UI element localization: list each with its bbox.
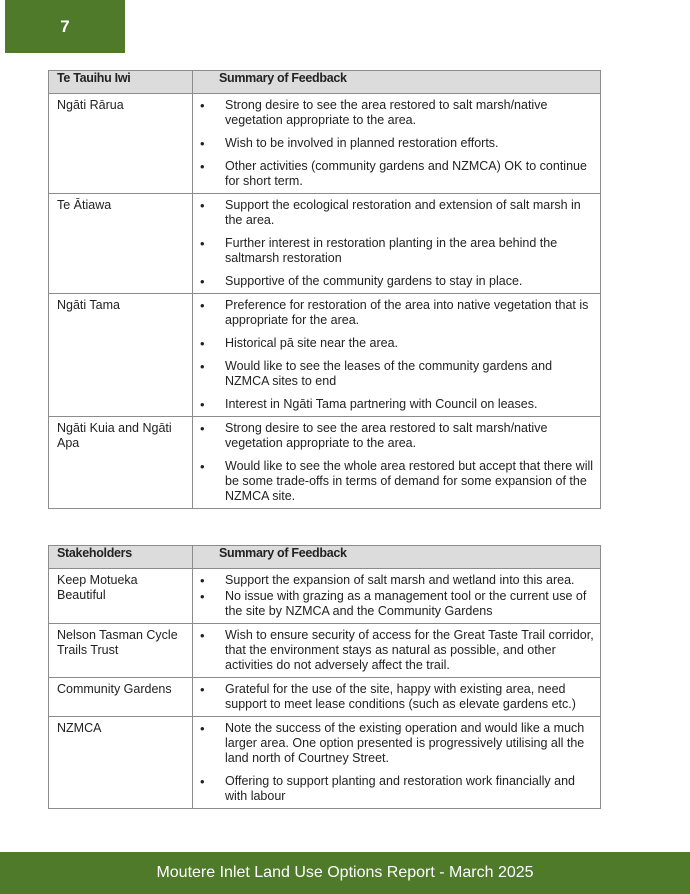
feedback-point: • Preference for restoration of the area into native vegetation that is appropriate for the area. (201, 298, 594, 328)
iwi-name: Ngāti Kuia and Ngāti Apa (49, 417, 193, 509)
iwi-feedback-table (48, 70, 601, 509)
table-row (49, 717, 601, 809)
stakeholder-name: Community Gardens (49, 678, 193, 717)
feedback-point: • Would like to see the whole area restored but accept that there will be some trade-offs in terms of demand for some expansion of the NZMCA site. (201, 459, 594, 504)
column-header: Summary of Feedback (193, 546, 601, 569)
table-row (49, 569, 601, 624)
stakeholder-name: Keep Motueka Beautiful (49, 569, 193, 624)
feedback-point: • Historical pā site near the area. (201, 336, 594, 351)
feedback-point: • Strong desire to see the area restored to salt marsh/native vegetation appropriate to the area. (201, 421, 594, 451)
feedback-point: • Other activities (community gardens and NZMCA) OK to continue for short term. (201, 159, 594, 189)
table-row (49, 94, 601, 194)
table-row (49, 194, 601, 294)
iwi-name: Ngāti Tama (49, 294, 193, 417)
feedback-point: • Support the ecological restoration and extension of salt marsh in the area. (201, 198, 594, 228)
feedback-point: • Would like to see the leases of the community gardens and NZMCA sites to end (201, 359, 594, 389)
report-footer: Moutere Inlet Land Use Options Report - March 2025 (0, 852, 690, 894)
page-number: 7 (5, 0, 125, 53)
table-header-row (49, 71, 601, 94)
feedback-point: • Wish to be involved in planned restoration efforts. (201, 136, 594, 151)
column-header: Te Tauihu Iwi (49, 71, 193, 94)
column-header: Summary of Feedback (193, 71, 601, 94)
feedback-point: • Offering to support planting and restoration work financially and with labour (201, 774, 594, 804)
feedback-point: • Supportive of the community gardens to stay in place. (201, 274, 594, 289)
feedback-point: • Strong desire to see the area restored to salt marsh/native vegetation appropriate to the area. (201, 98, 594, 128)
table-row (49, 624, 601, 678)
table-row (49, 678, 601, 717)
table-row (49, 417, 601, 509)
feedback-point: • Further interest in restoration planting in the area behind the saltmarsh restoration (201, 236, 594, 266)
column-header: Stakeholders (49, 546, 193, 569)
feedback-point: • Interest in Ngāti Tama partnering with Council on leases. (201, 397, 594, 412)
stakeholder-feedback-table (48, 545, 601, 809)
feedback-point: • Wish to ensure security of access for the Great Taste Trail corridor, that the environment stays as natural as possible, and other activities do not adversely affect the trail. (201, 628, 594, 673)
feedback-point: • Grateful for the use of the site, happy with existing area, need support to meet lease conditions (such as elevate gardens etc.) (201, 682, 594, 712)
iwi-name: Te Ātiawa (49, 194, 193, 294)
iwi-name: Ngāti Rārua (49, 94, 193, 194)
feedback-point: • No issue with grazing as a management tool or the current use of the site by NZMCA and the Community Gardens (201, 589, 594, 619)
feedback-point: • Support the expansion of salt marsh and wetland into this area. (201, 573, 594, 588)
feedback-point: • Note the success of the existing operation and would like a much larger area. One option presented is progressively utilising all the land north of Courtney Street. (201, 721, 594, 766)
stakeholder-name: Nelson Tasman Cycle Trails Trust (49, 624, 193, 678)
table-header-row (49, 546, 601, 569)
table-row (49, 294, 601, 417)
stakeholder-name: NZMCA (49, 717, 193, 809)
